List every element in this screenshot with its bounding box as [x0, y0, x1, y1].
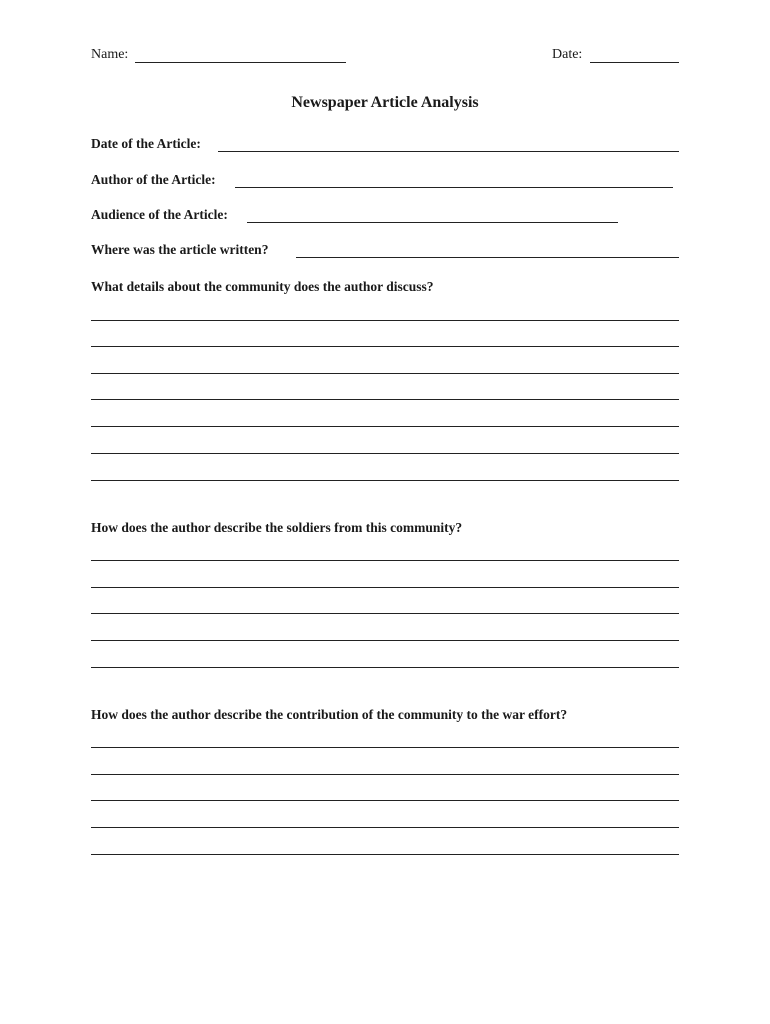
answer-line[interactable] — [91, 774, 679, 775]
answer-line[interactable] — [91, 667, 679, 668]
answer-line[interactable] — [91, 747, 679, 748]
answer-line[interactable] — [91, 426, 679, 427]
audience-of-article-field — [91, 207, 618, 227]
answer-line[interactable] — [91, 560, 679, 561]
answer-line[interactable] — [91, 854, 679, 855]
date-of-article-label: Date of the Article: — [91, 136, 201, 151]
date-blank[interactable] — [590, 62, 679, 63]
where-written-label: Where was the article written? — [91, 242, 269, 257]
answer-line[interactable] — [91, 320, 679, 321]
answer-line[interactable] — [91, 373, 679, 374]
answer-line[interactable] — [91, 346, 679, 347]
header-row — [91, 47, 679, 67]
audience-of-article-blank[interactable] — [247, 222, 618, 223]
answer-line[interactable] — [91, 399, 679, 400]
author-of-article-label: Author of the Article: — [91, 172, 216, 187]
answer-line[interactable] — [91, 587, 679, 588]
page-title: Newspaper Article Analysis — [291, 94, 479, 111]
date-of-article-field — [91, 136, 679, 156]
author-of-article-blank[interactable] — [235, 187, 673, 188]
audience-of-article-label: Audience of the Article: — [91, 207, 228, 222]
answer-line[interactable] — [91, 480, 679, 481]
author-of-article-field — [91, 172, 673, 192]
question-soldiers: How does the author describe the soldiers from this community? — [91, 520, 463, 535]
answer-line[interactable] — [91, 800, 679, 801]
answer-line[interactable] — [91, 453, 679, 454]
name-blank[interactable] — [135, 62, 346, 63]
answer-line[interactable] — [91, 827, 679, 828]
question-contribution: How does the author describe the contribution of the community to the war effort? — [91, 707, 568, 722]
answer-line[interactable] — [91, 640, 679, 641]
where-written-field — [91, 242, 679, 262]
name-label: Name: — [91, 47, 129, 62]
date-of-article-blank[interactable] — [218, 151, 679, 152]
question-community-details: What details about the community does the author discuss? — [91, 279, 434, 294]
answer-line[interactable] — [91, 613, 679, 614]
date-label: Date: — [552, 47, 583, 62]
where-written-blank[interactable] — [296, 257, 679, 258]
